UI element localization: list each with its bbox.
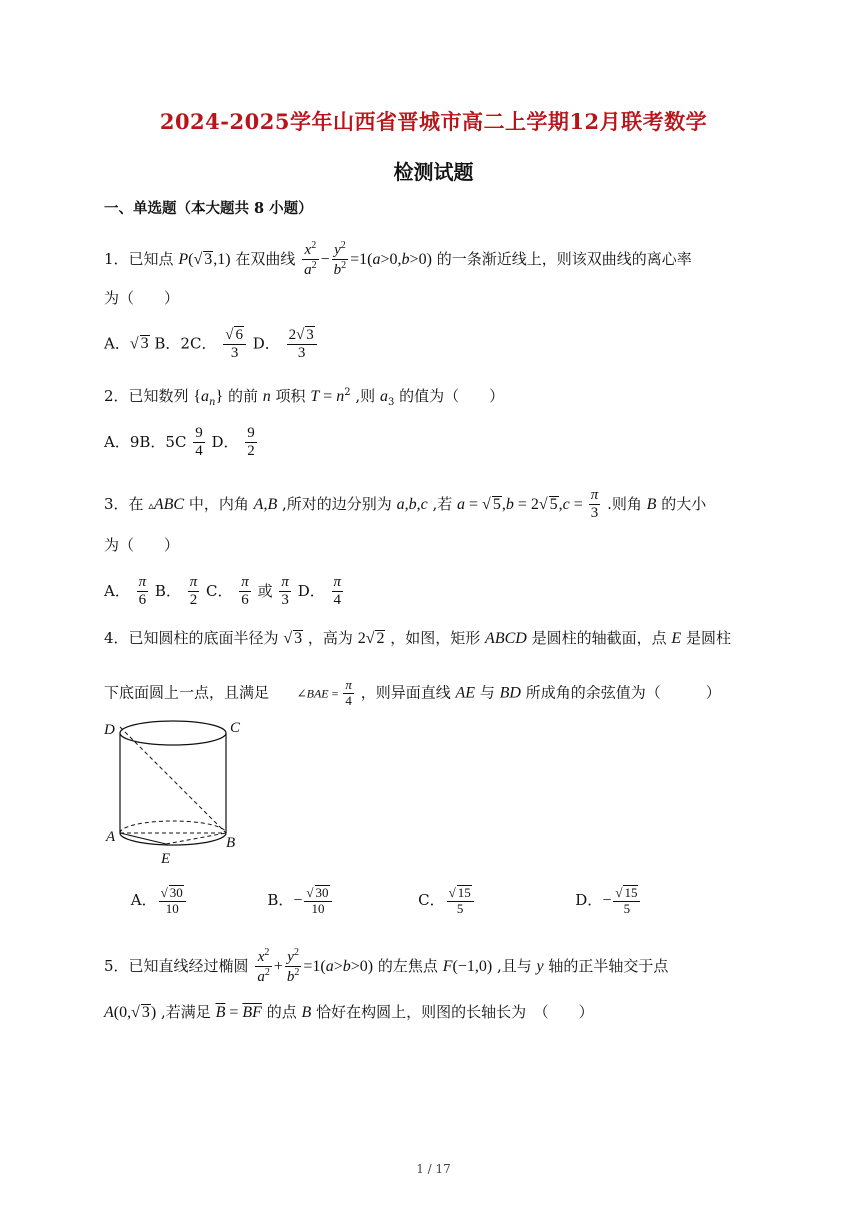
q1-stem: 1．已知点 P(√ 3,1) 在双曲线 $\frac{x^2}{a^2}$ − $\frac{y^2}{b^2}$ =1(a>0,b>0) 的一条渐近线上，则该双曲线的离心率	[104, 240, 692, 279]
fig-label-e: E	[161, 851, 171, 867]
fig-label-a: A	[106, 829, 116, 845]
q3-stem: 3．在 ▵ABC 中，内角 A,B ,所对的边分别为 a,b,c ,若 a = √ 5,b = 2√ 5,c = $\frac{\pi}{3}$ .则角 B 的大小	[104, 487, 707, 522]
fig-label-c: C	[230, 720, 241, 736]
q5-stem: 5．已知直线经过椭圆 $\frac{x^2}{a^2}$ + $\frac{y^2}{b^2}$ =1(a>b>0) 的左焦点 F(−1,0) ,且与 y 轴的正半轴交于点	[104, 947, 669, 986]
q4-stem: 4．已知圆柱的底面半径为 √ 3 ，高为 2√ 2 ，如图，矩形 ABCD 是圆柱的轴截面，点 E 是圆柱	[104, 629, 731, 647]
q4-stem-line2: 下底面圆上一点，且满足 ∠BAE = $\frac{\pi}{4}$ ，则异面直线 AE 与 BD 所成角的余弦值为（ ）	[104, 677, 721, 708]
q3-stem-end: 为（ ）	[104, 536, 180, 554]
q5-stem-line2: A(0,√ 3) ,若满足 $\overline{B} = \overline{BF}$ 的点 B 恰好在构圆上，则图的长轴长为 （ ）	[104, 1003, 594, 1021]
q1-stem-end: 为（ ）	[104, 289, 180, 307]
q4-options: A． $\frac{√ 30}{10}$ B．− $\frac{√ 30}{10}$ C． $\frac{√ 15}{5}$ D．− $\frac{√ 15}{5}$	[104, 885, 642, 917]
q2-options: A．9B．5C $\frac{9}{4}$ D． $\frac{9}{2}$	[104, 425, 255, 460]
fig-label-b: B	[226, 835, 236, 851]
page-number: 1 / 17	[416, 1162, 451, 1176]
section-heading: 一、单选题（本大题共 8 小题）	[104, 200, 313, 217]
q2-stem: 2．已知数列 $\{a_n\}$ 的前 n 项积 $T = n^2$ ,则 $a_3$ 的值为（ ）	[104, 387, 505, 408]
cylinder-figure	[100, 710, 260, 870]
fig-label-d: D	[104, 722, 115, 738]
q1-options: A．√ 3 B．2C． $\frac{√ 6}{3}$ D． $\frac{2√ 3}{3}$	[104, 326, 319, 363]
doc-title: 2024-2025学年山西省晋城市高二上学期12月联考数学	[159, 109, 708, 134]
q3-options: A． $\frac{\pi}{6}$ B． $\frac{\pi}{2}$ C． $\frac{\pi}{6}$ 或 $\frac{\pi}{3}$ D． $\frac{\pi}{4}$	[104, 574, 342, 609]
doc-subtitle: 检测试题	[393, 160, 474, 184]
